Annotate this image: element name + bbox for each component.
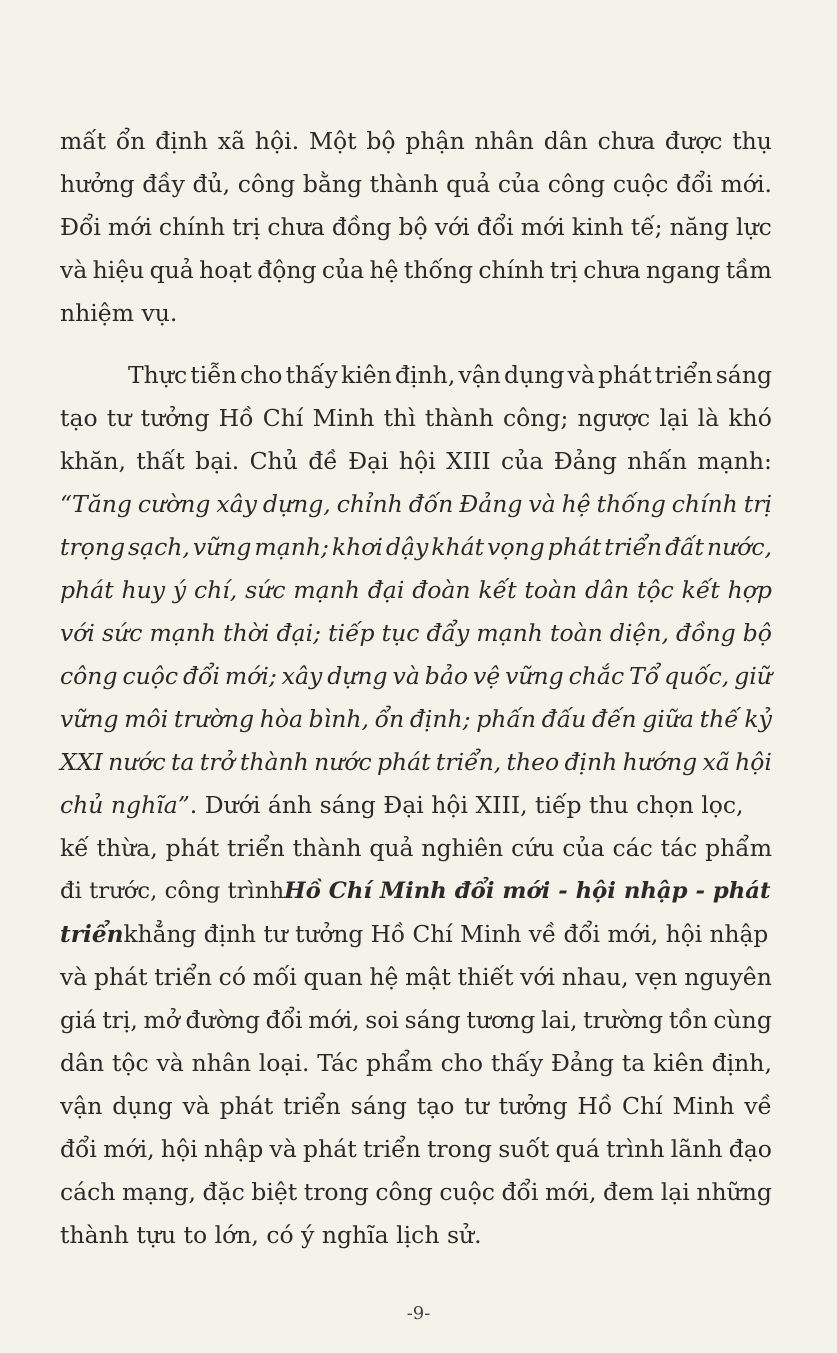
page-number: -9- [406, 1303, 431, 1324]
text-line: vận dụng và phát triển sáng tạo tư tưởng Hồ Chí Minh về [60, 1092, 772, 1120]
text-line [60, 784, 772, 827]
text-line: nhiệm vụ. [60, 299, 178, 327]
text-span: . Dưới ánh sáng Đại hội XIII, tiếp thu chọn lọc, [189, 791, 744, 819]
text-span: khẳng định tư tưởng Hồ Chí Minh về đổi mới, hội nhập [123, 921, 769, 948]
quote-end: chủ nghĩa” [60, 791, 190, 819]
paragraph-2 [60, 354, 772, 1257]
quote-line: công cuộc đổi mới; xây dựng và bảo vệ vững chắc Tổ quốc, giữ [60, 662, 772, 690]
book-title: triển [60, 921, 124, 948]
text-line: thành tựu to lớn, có ý nghĩa lịch sử. [60, 1221, 482, 1249]
text-line: Đổi mới chính trị chưa đồng bộ với đổi mới kinh tế; năng lực [60, 213, 772, 241]
text-line: và phát triển có mối quan hệ mật thiết với nhau, vẹn nguyên [60, 963, 772, 991]
text-line [60, 870, 772, 913]
quote-line: vững môi trường hòa bình, ổn định; phấn đấu đến giữa thế kỷ [60, 705, 772, 733]
text-line [60, 913, 772, 956]
quote-line: trọng sạch, vững mạnh; khơi dậy khát vọng phát triển đất nước, [60, 533, 772, 561]
text-line: tạo tư tưởng Hồ Chí Minh thì thành công; ngược lại là khó [60, 404, 772, 432]
quote-line: “Tăng cường xây dựng, chỉnh đốn Đảng và hệ thống chính trị [60, 490, 772, 518]
text-line: hưởng đầy đủ, công bằng thành quả của công cuộc đổi mới. [60, 170, 772, 198]
text-line: cách mạng, đặc biệt trong công cuộc đổi mới, đem lại những [60, 1178, 772, 1206]
text-line: đổi mới, hội nhập và phát triển trong suốt quá trình lãnh đạo [60, 1135, 772, 1163]
text-line: khăn, thất bại. Chủ đề Đại hội XIII của Đảng nhấn mạnh: [60, 447, 772, 475]
quote-line: XXI nước ta trở thành nước phát triển, theo định hướng xã hội [60, 748, 772, 776]
quote-line: phát huy ý chí, sức mạnh đại đoàn kết toàn dân tộc kết hợp [60, 576, 772, 604]
text-line: và hiệu quả hoạt động của hệ thống chính trị chưa ngang tầm [60, 256, 772, 284]
text-span: đi trước, công trình [60, 878, 285, 904]
text-line: giá trị, mở đường đổi mới, soi sáng tương lai, trường tồn cùng [60, 1006, 772, 1034]
text-line: Thực tiễn cho thấy kiên định, vận dụng và phát triển sáng [128, 361, 772, 389]
text-line: kế thừa, phát triển thành quả nghiên cứu của các tác phẩm [60, 834, 772, 862]
paragraph-1 [60, 120, 772, 335]
body-text [60, 120, 772, 1257]
quote-line: với sức mạnh thời đại; tiếp tục đẩy mạnh toàn diện, đồng bộ [60, 619, 772, 647]
text-line: mất ổn định xã hội. Một bộ phận nhân dân chưa được thụ [60, 127, 772, 155]
text-line: dân tộc và nhân loại. Tác phẩm cho thấy Đảng ta kiên định, [60, 1049, 772, 1077]
book-title: Hồ Chí Minh đổi mới - hội nhập - phát [284, 878, 771, 904]
